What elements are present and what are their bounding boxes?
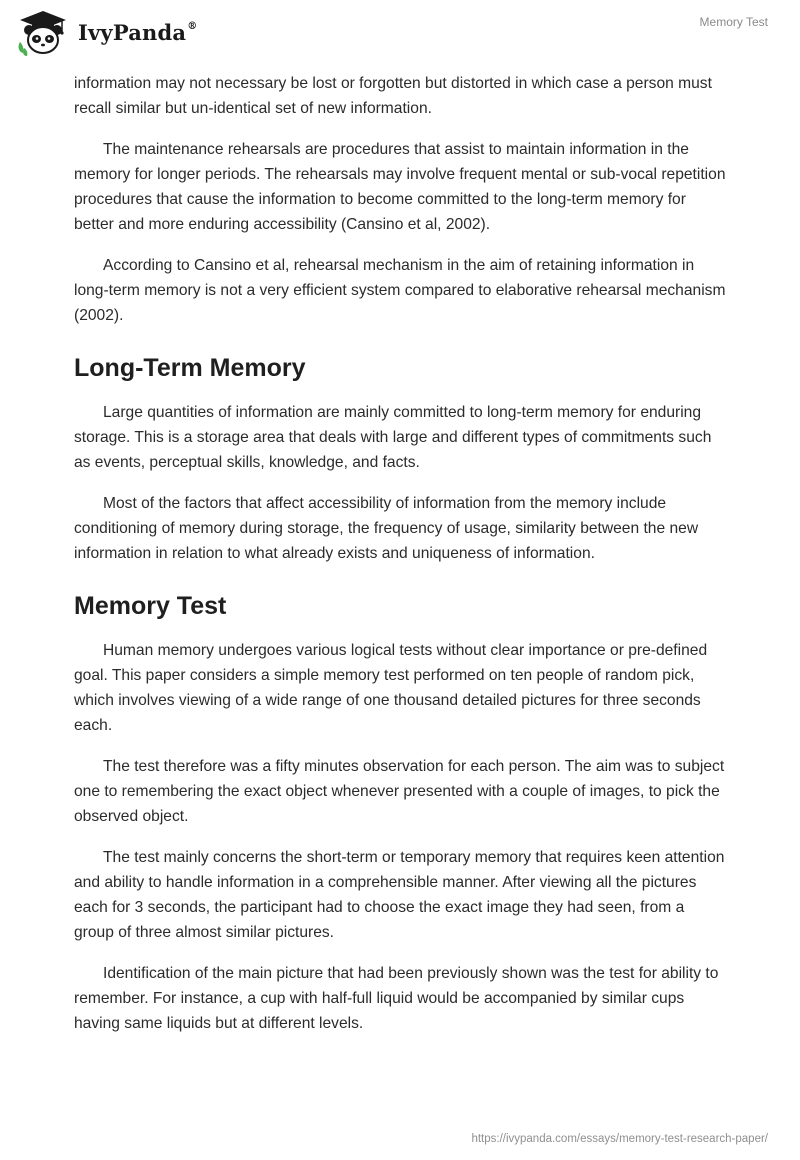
paragraph: The test mainly concerns the short-term or temporary memory that requires keen attention and ability to handle information in a comprehensible manner. After viewing all the pictures each for 3 seconds, the participant had to choose the exact image they had seen, from a group of three almost similar pictures. [74,849,725,941]
paragraph: The maintenance rehearsals are procedures that assist to maintain information in the memory for longer periods. The rehearsals may involve frequent mental or sub-vocal repetition procedures that cause the information to become committed to the long-term memory for better and more enduring accessibility (Cansino et al, 2002). [74,141,726,233]
paragraph: The test therefore was a fifty minutes observation for each person. The aim was to subject one to remembering the exact object whenever presented with a couple of images, to pick the observed object. [74,758,725,825]
panda-graduate-icon [14,8,72,58]
section-heading-long-term-memory: Long-Term Memory [74,354,306,382]
article-body [74,71,726,1052]
brand-name: IvyPanda® [78,19,198,45]
paragraph: Most of the factors that affect accessibility of information from the memory include conditioning of memory during storage, the frequency of usage, similarity between the new information in relation to what already exists and uniqueness of information. [74,495,699,562]
ivypanda-logo[interactable] [14,8,197,58]
source-url-link[interactable]: https://ivypanda.com/essays/memory-test-research-paper/ [471,1133,768,1145]
paragraph: Large quantities of information are mainly committed to long-term memory for enduring storage. This is a storage area that deals with large and different types of commitments such as events, perceptual skills, knowledge, and facts. [74,404,712,471]
paragraph: information may not necessary be lost or forgotten but distorted in which case a person must recall similar but un-identical set of new information. [74,75,712,117]
page-header [0,0,800,70]
paragraph: Human memory undergoes various logical tests without clear importance or pre-defined goal. This paper considers a simple memory test performed on ten people of random pick, which involves viewing of a wide range of one thousand detailed pictures for three seconds each. [74,642,708,734]
paragraph: Identification of the main picture that had been previously shown was the test for ability to remember. For instance, a cup with half-full liquid would be accompanied by similar cups having same liquids but at different levels. [74,965,719,1032]
paragraph: According to Cansino et al, rehearsal mechanism in the aim of retaining information in long-term memory is not a very efficient system compared to elaborative rehearsal mechanism (2002). [74,257,726,324]
document-title: Memory Test [699,15,768,29]
section-heading-memory-test: Memory Test [74,592,227,620]
